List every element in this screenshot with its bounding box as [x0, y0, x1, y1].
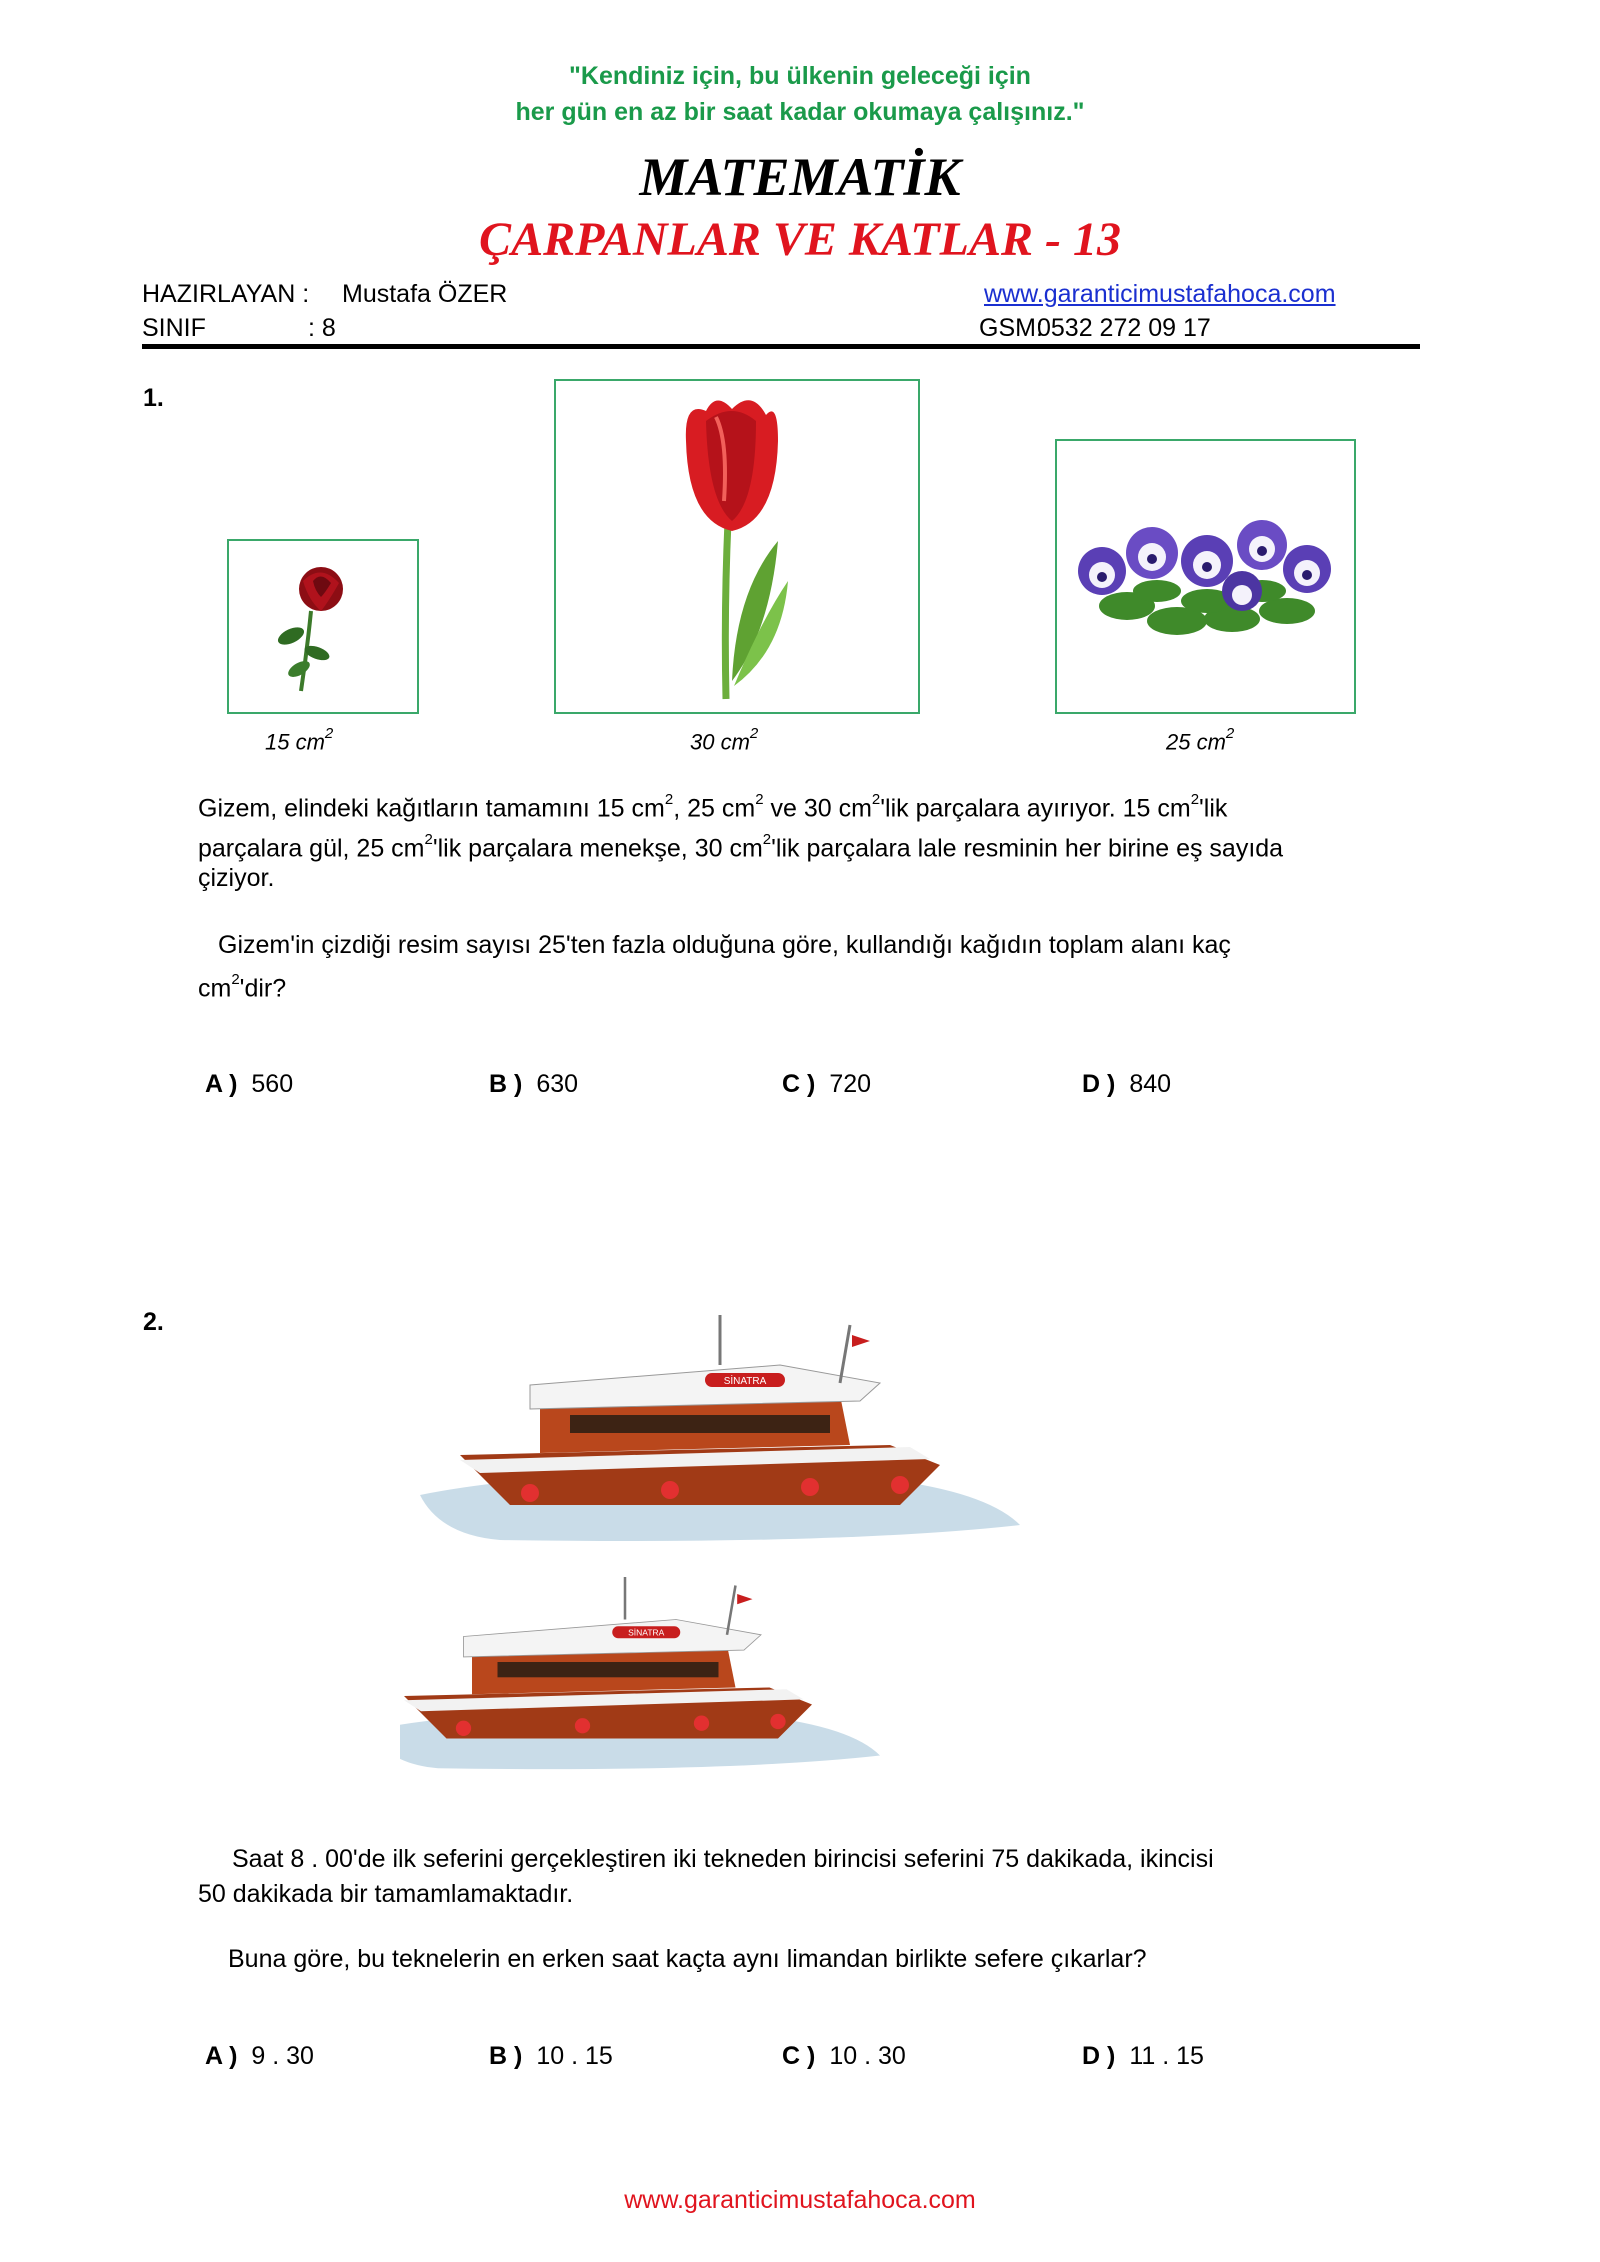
- q2-option-a[interactable]: A ) 9 . 30: [205, 2042, 314, 2070]
- question-2-number: 2.: [143, 1308, 164, 1336]
- pansy-image-frame: [1055, 439, 1356, 714]
- tulip-area-label: 30 $cm^2$: [690, 725, 759, 755]
- class-label: SINIF: [142, 314, 206, 342]
- q2-option-b[interactable]: B ) 10 . 15: [489, 2042, 613, 2070]
- website-link[interactable]: www.garanticimustafahoca.com: [984, 280, 1336, 308]
- rose-icon: [229, 541, 417, 712]
- q2-option-c[interactable]: C ) 10 . 30: [782, 2042, 906, 2070]
- author-label: HAZIRLAYAN :: [142, 280, 310, 308]
- footer-website[interactable]: www.garanticimustafahoca.com: [624, 2186, 976, 2214]
- motto-line-2: her gün en az bir saat kadar okumaya çalışınız.": [515, 98, 1085, 126]
- q2-question-line: Buna göre, bu teknelerin en erken saat kaçta aynı limandan birlikte sefere çıkarlar?: [228, 1945, 1147, 1973]
- q2-paragraph-line-1: Saat 8 . 00'de ilk seferini gerçekleştiren iki tekneden birincisi seferini 75 dakikada, ikincisi: [232, 1845, 1214, 1873]
- topic-title: ÇARPANLAR VE KATLAR - 13: [479, 213, 1121, 266]
- boats-illustration: [400, 1285, 1260, 1805]
- q1-question-line-1: Gizem'in çizdiği resim sayısı 25'ten fazla olduğuna göre, kullandığı kağıdın toplam alanı kaç: [218, 931, 1231, 959]
- q1-question-line-2: $cm^2'dir$?: [198, 971, 287, 1003]
- motto-line-1: "Kendiniz için, bu ülkenin geleceği için: [569, 62, 1031, 90]
- q1-option-d[interactable]: D ) 840: [1082, 1070, 1172, 1098]
- q2-option-d[interactable]: D ) 11 . 15: [1082, 2042, 1204, 2070]
- pansy-icon: [1057, 441, 1354, 712]
- tulip-image-frame: [554, 379, 920, 714]
- pansy-area-label: 25 $cm^2$: [1166, 725, 1235, 755]
- gsm-label: GSM:: [979, 314, 1043, 342]
- rose-area-label: 15 $cm^2$: [265, 725, 334, 755]
- q2-paragraph-line-2: 50 dakikada bir tamamlamaktadır.: [198, 1880, 574, 1908]
- header-divider: [142, 344, 1420, 349]
- q1-option-c[interactable]: C ) 720: [782, 1070, 872, 1098]
- q1-paragraph-line-1: Gizem, elindeki kağıtların tamamını 15 $cm^2$, 25 $cm^2$ ve 30 $cm^2'lik$ parçalara ayırıyor. 15 $cm^2'lik$: [198, 791, 1228, 823]
- q1-paragraph-line-3: çiziyor.: [198, 864, 275, 892]
- q1-option-a[interactable]: A ) 560: [205, 1070, 294, 1098]
- question-1-number: 1.: [143, 384, 164, 412]
- tulip-icon: [556, 381, 918, 712]
- gsm-number: 0532 272 09 17: [1037, 314, 1211, 342]
- subject-title: MATEMATİK: [639, 147, 961, 207]
- author-name: Mustafa ÖZER: [342, 280, 508, 308]
- q1-paragraph-line-2: parçalara gül, 25 $cm^2'lik$ parçalara menekşe, 30 $cm^2'lik$ parçalara lale resminin her birine eş sayıda: [198, 831, 1284, 863]
- rose-image-frame: [227, 539, 419, 714]
- class-value: : 8: [308, 314, 336, 342]
- q1-option-b[interactable]: B ) 630: [489, 1070, 579, 1098]
